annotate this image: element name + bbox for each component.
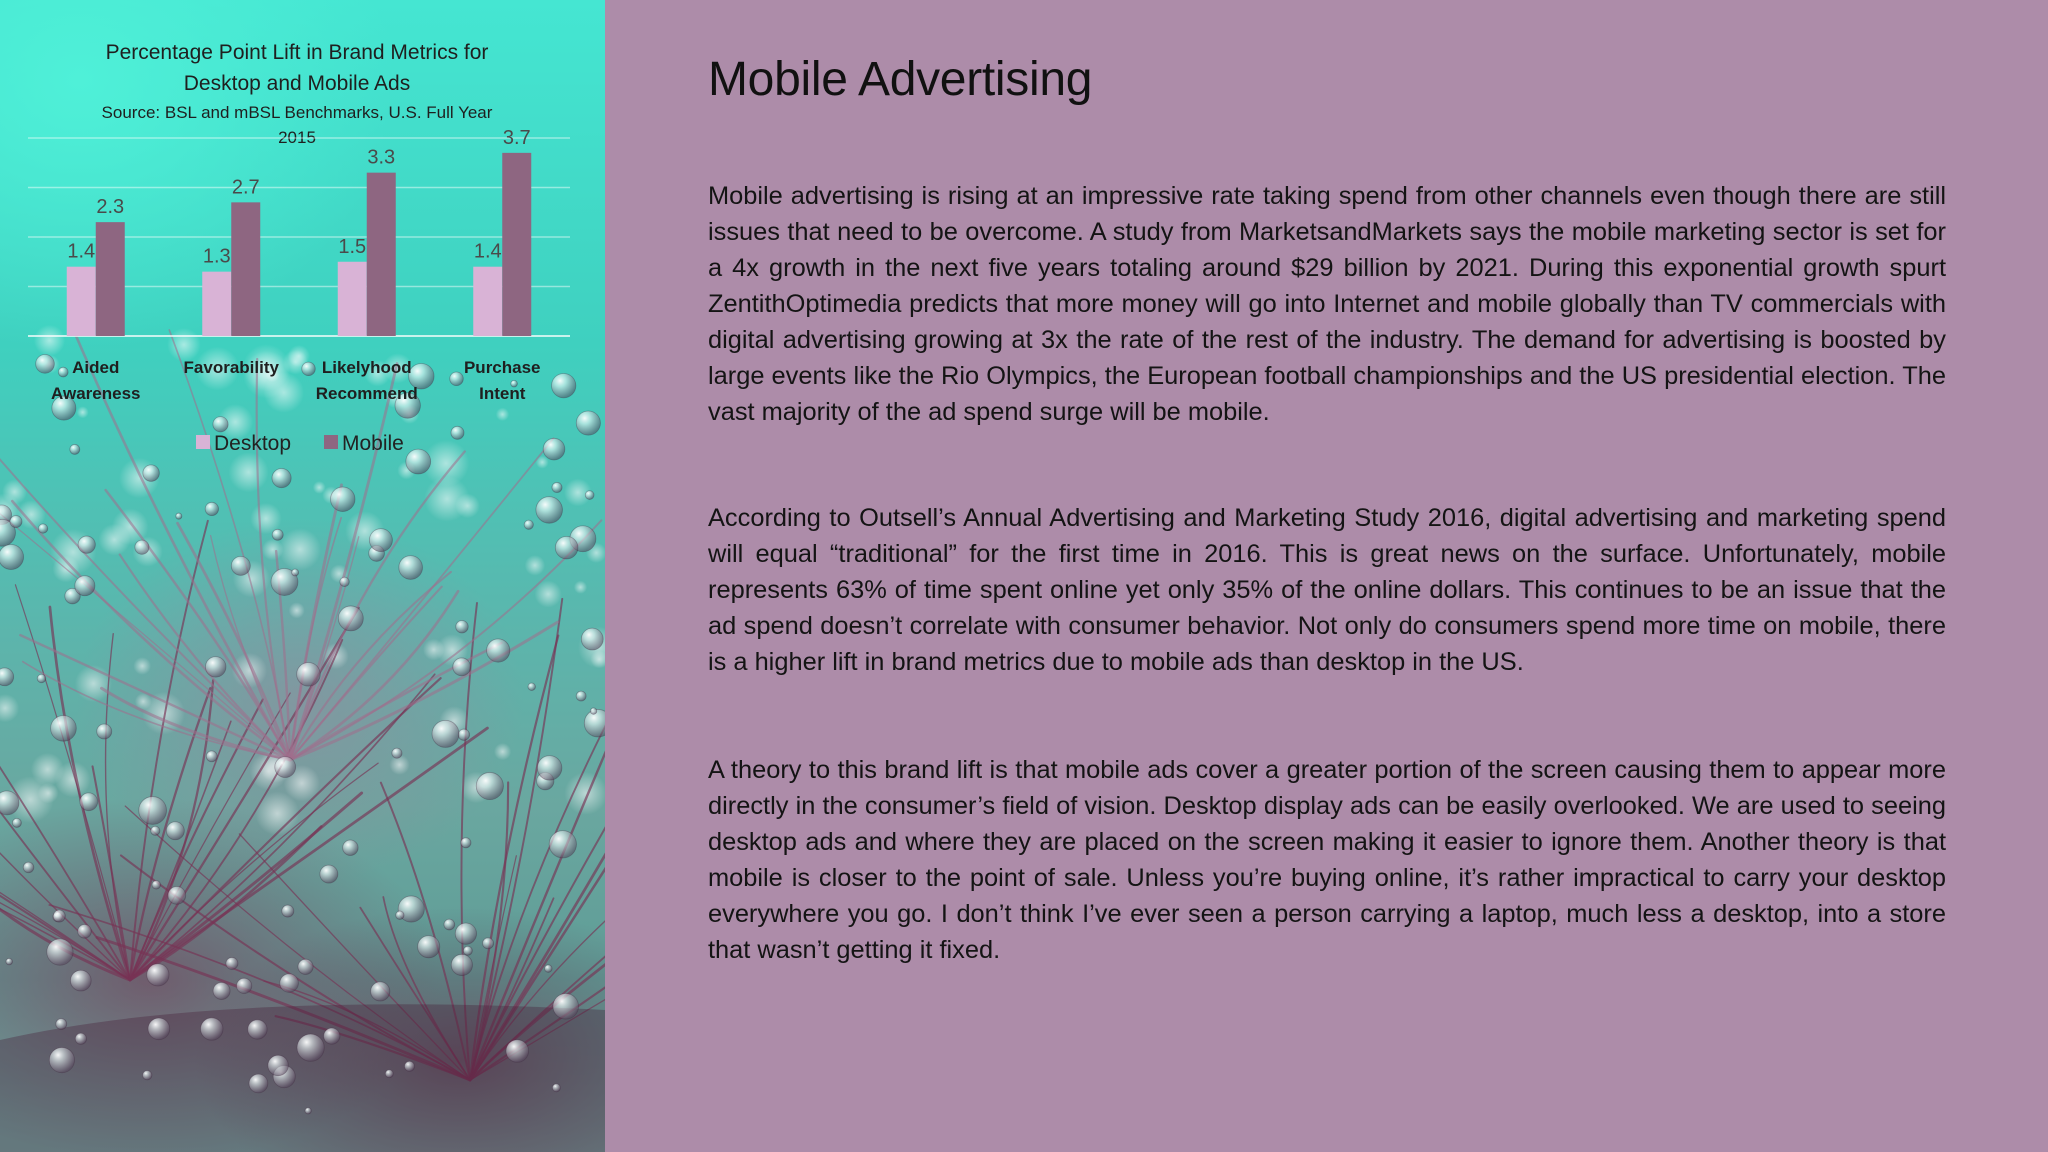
dew-drop	[455, 923, 476, 944]
chart-category-labels	[51, 358, 541, 403]
dew-drop	[324, 1028, 340, 1044]
bokeh-light	[494, 743, 511, 760]
dew-drop	[148, 1018, 170, 1040]
dew-drop	[399, 556, 423, 580]
chart-subtitle-line: Source: BSL and mBSL Benchmarks, U.S. Full Year	[101, 103, 493, 122]
dew-drop	[205, 657, 225, 677]
bokeh-light	[289, 602, 305, 618]
legend-label-mobile: Mobile	[342, 432, 404, 455]
bokeh-light	[574, 581, 587, 594]
dew-drop	[292, 569, 299, 576]
chart-title-line: Desktop and Mobile Ads	[183, 72, 411, 95]
bar-mobile	[367, 173, 396, 336]
dew-drop	[576, 691, 586, 701]
bokeh-light	[279, 528, 321, 570]
dew-drop	[536, 497, 563, 524]
dew-drop	[305, 1108, 311, 1114]
dew-drop	[461, 838, 471, 848]
dew-drop	[338, 606, 363, 631]
dew-drop	[590, 708, 596, 714]
dew-drop	[201, 1018, 223, 1040]
dew-drop	[70, 970, 91, 991]
dew-drop	[418, 936, 440, 958]
bar-desktop	[202, 272, 231, 336]
dew-drop	[37, 674, 46, 683]
bar-desktop	[67, 267, 96, 336]
dew-drop	[404, 1061, 414, 1071]
dew-drop	[10, 516, 22, 528]
dew-drop	[537, 756, 562, 781]
dew-drop	[444, 919, 455, 930]
dew-drop	[80, 793, 98, 811]
category-label: Awareness	[51, 384, 141, 403]
dew-drop	[552, 1084, 560, 1092]
dew-drop	[23, 862, 34, 873]
dew-drop	[549, 831, 576, 858]
dew-drop	[297, 1034, 324, 1061]
chart-bars	[67, 127, 532, 336]
bar-mobile	[502, 153, 531, 336]
bokeh-light	[262, 539, 284, 561]
dew-drop	[298, 959, 313, 974]
dew-drop	[280, 974, 299, 993]
dew-drop	[581, 628, 603, 650]
bokeh-light	[0, 694, 19, 722]
data-label: 1.5	[338, 235, 367, 258]
dew-drop	[392, 748, 402, 758]
dew-drop	[47, 939, 73, 965]
category-label: Intent	[479, 384, 526, 403]
dew-drop	[249, 1074, 268, 1093]
dew-drop	[97, 724, 112, 739]
dew-drop	[268, 1055, 288, 1075]
dew-drop	[166, 822, 184, 840]
bar-mobile	[231, 202, 260, 336]
dew-drop	[545, 965, 553, 973]
dew-drop	[330, 487, 354, 511]
dew-drop	[151, 826, 160, 835]
dew-drop	[458, 729, 469, 740]
dew-drop	[56, 1019, 67, 1030]
legend-swatch-desktop	[196, 435, 210, 449]
bar-desktop	[338, 262, 367, 336]
dew-drop	[463, 946, 472, 955]
dew-drop	[75, 1033, 86, 1044]
dew-drop	[78, 925, 92, 939]
dew-drop	[12, 818, 21, 827]
dew-drop	[75, 576, 95, 596]
dew-drop	[205, 502, 218, 515]
dandelion-stem	[290, 622, 558, 760]
chart-legend	[196, 432, 404, 455]
bokeh-light	[133, 657, 151, 675]
dew-drop	[483, 938, 494, 949]
dew-drop	[0, 668, 14, 686]
dew-drop	[451, 954, 472, 975]
bokeh-light	[564, 772, 605, 815]
dew-drop	[343, 840, 358, 855]
dandelion-stem	[102, 688, 290, 760]
dew-drop	[206, 751, 217, 762]
dew-drop	[143, 1071, 152, 1080]
dew-drop	[231, 556, 250, 575]
data-label: 2.7	[231, 176, 260, 199]
data-label: 3.3	[367, 146, 396, 169]
dew-drop	[237, 978, 252, 993]
category-label: Aided	[72, 358, 120, 377]
dew-drop	[38, 524, 47, 533]
chart-title	[102, 41, 493, 147]
dew-drop	[275, 757, 296, 778]
background-image-panel	[0, 0, 605, 1152]
dew-drop	[320, 865, 338, 883]
dew-drop	[555, 536, 578, 559]
bokeh-light	[313, 481, 326, 494]
paragraph-mobile-growth: Mobile advertising is rising at an impressive rate taking spend from other channels even though there are still issues that need to be overcome. A study from MarketsandMarkets says the mobile marketing sector is set for a 4x growth in the next five years totaling around $29 billion by 2021. During this exponential growth spurt ZentithOptimedia predicts that more money will go into Internet and mobile globally than TV commercials with digital advertising growing at 3x the rate of the rest of the industry. The demand for advertising is boosted by large events like the Rio Olympics, the European football championships and the US presidential election. The vast majority of the ad spend surge will be mobile.	[708, 182, 1946, 426]
dew-drop	[152, 881, 161, 890]
dew-drop	[585, 491, 594, 500]
chart-subtitle-line: 2015	[278, 128, 316, 147]
dew-drop	[476, 772, 503, 799]
dew-drop	[213, 982, 230, 999]
dew-drop	[506, 1040, 529, 1063]
dew-drop	[248, 1020, 267, 1039]
dew-drop	[340, 577, 349, 586]
dew-drop	[282, 905, 294, 917]
dew-drop	[528, 683, 535, 690]
data-label: 3.7	[502, 126, 531, 149]
bar-mobile	[96, 222, 125, 336]
dew-drop	[371, 982, 390, 1001]
dark-stem-shadow	[0, 1004, 605, 1152]
content-panel	[605, 0, 2048, 1152]
dew-drop	[168, 887, 186, 905]
dew-drop	[78, 536, 95, 553]
category-label: Likelyhood	[321, 358, 412, 377]
bokeh-light	[38, 783, 59, 804]
dew-drop	[176, 513, 182, 519]
dew-drop	[51, 715, 77, 741]
dew-drop	[139, 797, 167, 825]
dew-drop	[369, 529, 392, 552]
paragraph-brand-lift-theory: A theory to this brand lift is that mobile ads cover a greater portion of the screen causing them to appear more directly in the consumer’s field of vision. Desktop display ads can be easily overlooked. We are used to seeing desktop ads and where they are placed on the screen making it easier to ignore them. Another theory is that mobile is closer to the point of sale. Unless you’re buying online, it’s rather impractical to carry your desktop everywhere you go. I don’t think I’ve ever seen a person carrying a laptop, much less a desktop, into a store that wasn’t getting it fixed.	[708, 756, 1946, 964]
data-label: 1.3	[202, 245, 231, 268]
dew-drop	[396, 911, 404, 919]
category-label: Purchase	[463, 358, 541, 377]
dew-drop	[385, 1070, 393, 1078]
category-label: Favorability	[183, 358, 279, 377]
dew-drop	[552, 482, 562, 492]
dew-drop	[487, 639, 510, 662]
dew-drop	[272, 529, 283, 540]
dew-drop	[456, 620, 468, 632]
bokeh-light	[424, 476, 469, 521]
dew-drop	[6, 958, 13, 965]
dew-drop	[297, 662, 321, 686]
legend-swatch-mobile	[324, 435, 338, 449]
dew-drop	[226, 957, 238, 969]
dandelion-stem	[130, 793, 362, 980]
bokeh-light	[75, 665, 112, 702]
dew-drop	[453, 658, 471, 676]
paragraph-ad-spend-study: According to Outsell’s Annual Advertising and Marketing Study 2016, digital advertising and marketing spend will equal “traditional” for the first time in 2016. This is great news on the surface. Unfortunately, mobile represents 63% of time spent online yet only 35% of the online dollars. This continues to be an issue that the ad spend doesn’t correlate with consumer behavior. Not only do consumers spend more time on mobile, there is a higher lift in brand metrics due to mobile ads than desktop in the US.	[708, 504, 1946, 676]
dew-drop	[0, 544, 24, 569]
bar-desktop	[473, 267, 502, 336]
data-label: 1.4	[67, 240, 96, 263]
bokeh-light	[525, 555, 545, 575]
dew-drop	[524, 520, 533, 529]
category-label: Recommend	[315, 384, 418, 403]
dew-drop	[49, 1047, 74, 1072]
dew-drop	[147, 964, 169, 986]
brand-lift-chart	[0, 0, 605, 480]
legend-label-desktop: Desktop	[214, 432, 292, 455]
dew-drop	[553, 994, 579, 1020]
bokeh-light	[232, 653, 267, 688]
dew-drop	[135, 540, 149, 554]
dew-drop	[432, 720, 459, 747]
dew-drop	[53, 910, 65, 922]
data-label: 1.4	[473, 240, 502, 263]
slide-title: Mobile Advertising	[708, 53, 1093, 106]
chart-title-line: Percentage Point Lift in Brand Metrics for	[105, 41, 489, 64]
data-label: 2.3	[96, 196, 125, 219]
bokeh-light	[423, 639, 445, 661]
